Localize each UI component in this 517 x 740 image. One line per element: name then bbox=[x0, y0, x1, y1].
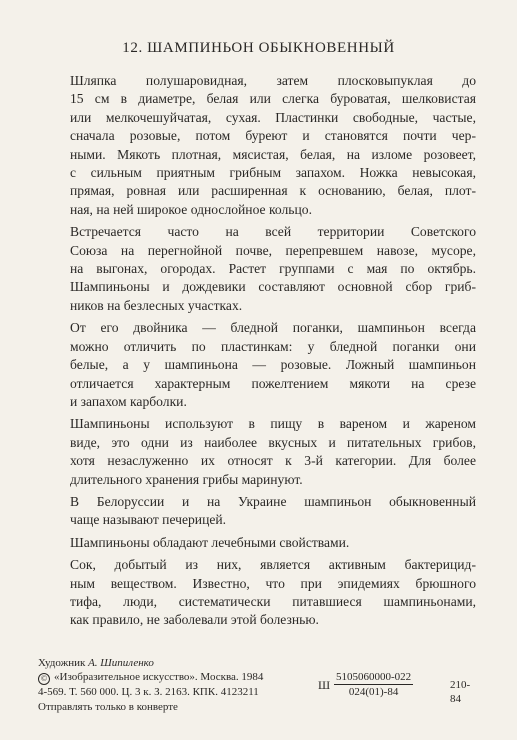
artist-label: Художник bbox=[38, 657, 86, 669]
artist-name: А. Шипиленко bbox=[88, 657, 154, 669]
text-line: Шампиньоны обладают лечебными свойствами. bbox=[70, 534, 350, 550]
text-line: Встречается часто на всей территории Советского bbox=[70, 224, 476, 240]
text-line: Союза на перегнойной почве, перепревшем навозе, мусоре, bbox=[70, 242, 476, 258]
text-line: можно отличить по пластинкам: у бледной поганки они bbox=[70, 338, 476, 354]
text-line: В Белоруссии и на Украине шампиньон обыкновенный bbox=[70, 493, 476, 509]
index-letter: Ш bbox=[318, 678, 331, 692]
index-code: 210-84 bbox=[450, 679, 471, 705]
text-line: или мелкочешуйчатая, сухая. Пластинки свободные, частые, bbox=[70, 109, 476, 125]
paragraph bbox=[40, 319, 476, 411]
text-line: ным веществом. Известно, что при эпидемиях брюшного bbox=[70, 575, 476, 591]
text-line: хотя незаслуженно их относят к 3-й категории. Для более bbox=[70, 453, 476, 469]
index-numerator: 5105060000-022 bbox=[336, 671, 412, 683]
text-line: ников на безлесных участках. bbox=[70, 297, 243, 313]
text-line: тифа, люди, систематически питавшиеся шампиньонами, bbox=[70, 593, 476, 609]
paragraph bbox=[40, 534, 476, 552]
publisher-line bbox=[38, 670, 263, 685]
text-line: виде, это одни из наиболее вкусных и питательных грибов, bbox=[70, 434, 476, 450]
text-line: Шляпка полушаровидная, затем плосковыпуклая до bbox=[70, 73, 476, 88]
text-line: 15 см в диаметре, белая или слегка буроватая, шелковистая bbox=[70, 91, 476, 107]
paragraph bbox=[40, 223, 476, 315]
paragraph bbox=[40, 556, 476, 630]
mailing-note: Отправлять только в конверте bbox=[38, 701, 178, 713]
text-line: прямая, ровная или расширенная к основанию, белая, плот- bbox=[70, 183, 476, 199]
text-line: белые, а у шампиньона — розовые. Ложный шампиньон bbox=[70, 357, 476, 373]
paragraph bbox=[40, 493, 476, 530]
text-line: Сок, добытый из них, является активным бактерицид- bbox=[70, 557, 476, 573]
text-line: с сильным приятным грибным запахом. Ножка невысокая, bbox=[70, 165, 476, 181]
index-fraction bbox=[334, 670, 413, 699]
text-line: ными. Мякоть плотная, мясистая, белая, на изломе розовеет, bbox=[70, 146, 476, 162]
imprint-footer bbox=[38, 656, 478, 714]
text-line: чаще называют печерицей. bbox=[70, 512, 227, 528]
text-line: ная, на ней широкое однослойное кольцо. bbox=[70, 201, 312, 217]
text-line: длительного хранения грибы маринуют. bbox=[70, 471, 303, 487]
paragraph bbox=[40, 415, 476, 489]
article-body bbox=[40, 72, 476, 634]
text-line: отличается характерным пожелтением мякоти на срезе bbox=[70, 375, 476, 391]
index-denominator: 024(01)-84 bbox=[348, 686, 399, 698]
print-info: 4-569. Т. 560 000. Ц. 3 к. З. 2163. КПК. 4123211 bbox=[38, 686, 259, 698]
paragraph bbox=[40, 72, 476, 219]
text-line: От его двойника — бледной поганки, шампиньон всегда bbox=[70, 320, 476, 336]
text-line: на выгонах, огородах. Растет группами с мая по октябрь. bbox=[70, 261, 476, 277]
page-title: 12. ШАМПИНЬОН ОБЫКНОВЕННЫЙ bbox=[122, 40, 395, 56]
text-line: Шампиньоны используют в пищу в вареном и жареном bbox=[70, 416, 476, 432]
publisher-block bbox=[38, 670, 478, 705]
text-line: как правило, не заболевали этой болезнью. bbox=[70, 612, 319, 628]
artist-credit bbox=[38, 656, 478, 670]
text-line: сначала розовые, потом буреют и становятся почти чер- bbox=[70, 128, 476, 144]
text-line: и запахом карболки. bbox=[70, 393, 187, 409]
copyright-icon: © bbox=[38, 673, 50, 685]
text-line: Шампиньоны и дождевики составляют основной сбор гриб- bbox=[70, 279, 476, 295]
publisher-name: «Изобразительное искусство». Москва. 1984 bbox=[54, 671, 264, 683]
